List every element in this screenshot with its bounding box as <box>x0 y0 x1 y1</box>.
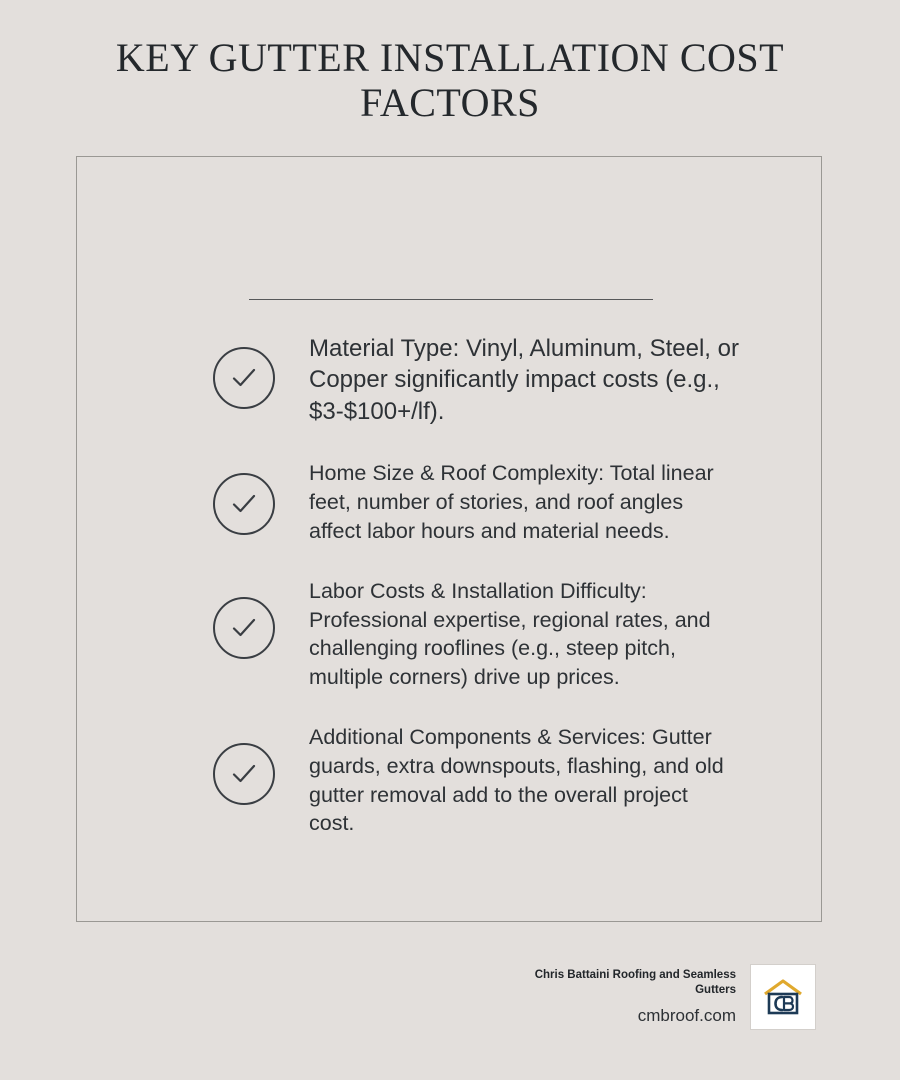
footer-text-block <box>506 968 736 1026</box>
divider <box>249 299 653 300</box>
list-item-label: Additional Components & Services: Gutter guards, extra downspouts, flashing, and old gutter removal add to the overall project cost. <box>309 725 724 836</box>
company-name: Chris Battaini Roofing and Seamless Gutters <box>534 969 736 996</box>
footer <box>0 942 900 1052</box>
list-item <box>77 333 823 427</box>
cost-factor-list <box>77 333 823 870</box>
list-item <box>77 459 823 545</box>
check-circle-icon <box>213 347 275 409</box>
content-card <box>76 156 822 922</box>
list-item <box>77 723 823 837</box>
list-item-label: Material Type: Vinyl, Aluminum, Steel, or Copper significantly impact costs (e.g., $3-$100+/lf). <box>309 335 739 425</box>
cb-house-logo-icon <box>750 964 816 1030</box>
list-item-label: Home Size & Roof Complexity: Total linear feet, number of stories, and roof angles affect labor hours and material needs. <box>309 461 714 543</box>
check-circle-icon <box>213 743 275 805</box>
website-link[interactable]: cmbroof.com <box>637 1005 736 1025</box>
list-item-label: Labor Costs & Installation Difficulty: Professional expertise, regional rates, and challenging rooflines (e.g., steep pitch, multiple corners) drive up prices. <box>309 579 711 689</box>
page-title: KEY GUTTER INSTALLATION COST FACTORS <box>115 35 785 125</box>
check-circle-icon <box>213 597 275 659</box>
check-circle-icon <box>213 473 275 535</box>
list-item <box>77 577 823 691</box>
